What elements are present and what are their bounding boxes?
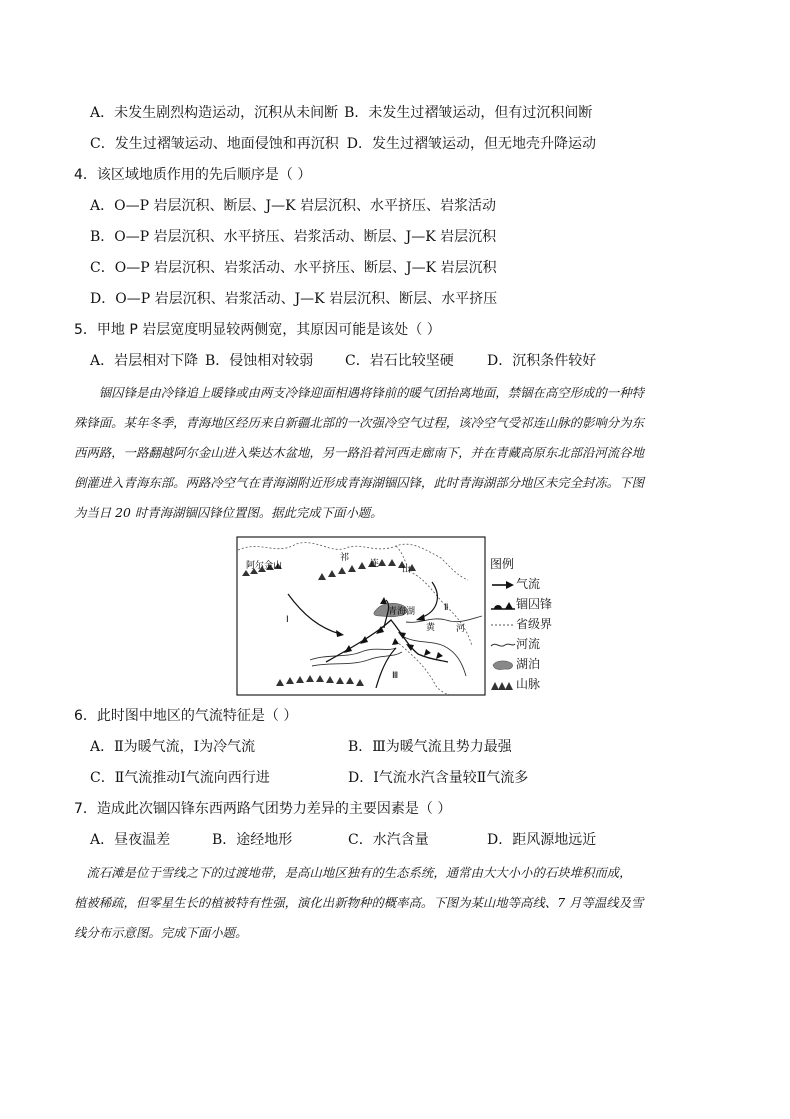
q3-option-c: C．发生过褶皱运动、地面侵蚀和再沉积: [90, 136, 339, 152]
label-he: 河: [456, 624, 466, 634]
label-shan: 山: [402, 565, 412, 575]
legend-airflow: 气流: [490, 576, 516, 592]
passage1-line5: 为当日 20 时青海湖锢囚锋位置图。据此完成下面小题。: [74, 505, 383, 520]
q3-options-row2: [90, 134, 596, 154]
q3-option-b: B．未发生过褶皱运动，但有过沉积间断: [344, 105, 593, 121]
legend-mountain: 山脉: [490, 676, 516, 692]
q7-option-d: D．距风源地远近: [487, 832, 597, 848]
q3-option-a: A．未发生剧烈构造运动，沉积从未间断: [90, 105, 339, 121]
passage2-line3: 线分布示意图。完成下面小题。: [74, 925, 248, 940]
legend-title: 图例: [490, 557, 515, 571]
passage1-line4: 倒灌进入青海东部。两路冷空气在青海湖附近形成青海湖锢囚锋，此时青海湖部分地区未完全封冻。下图: [74, 475, 644, 490]
q6-options-row2: [0, 768, 790, 788]
q4-option-d: D．O—P 岩层沉积、岩浆活动、J—K 岩层沉积、断层、水平挤压: [90, 291, 498, 307]
q6-option-c: C．Ⅱ气流推动Ⅰ气流向西行进: [90, 770, 270, 786]
label-qinghai-lake: 青海湖: [388, 607, 416, 617]
q7-option-a: A．昼夜温差: [90, 832, 171, 848]
passage-scree-slope: [74, 858, 726, 948]
q6-option-d: D．Ⅰ气流水汽含量较Ⅱ气流多: [348, 770, 529, 786]
label-aerjin-mountains: 阿尔金山: [246, 561, 283, 571]
passage2-line2: 植被稀疏，但零星生长的植被特有性强，演化出新物种的概率高。下图为某山地等高线、7 月等温线及雪: [74, 895, 644, 910]
q7-stem: 7．造成此次锢囚锋东西两路气团势力差异的主要因素是（ ）: [74, 801, 452, 817]
q3-option-d: D．发生过褶皱运动，但无地壳升降运动: [346, 136, 596, 152]
q5-option-d: D．沉积条件较好: [487, 353, 597, 369]
label-airflow-II: Ⅱ: [444, 603, 449, 613]
q6-option-a: A．Ⅱ为暖气流，Ⅰ为冷气流: [90, 739, 256, 755]
provincial-boundary-icon: [490, 619, 516, 631]
map-legend: [490, 556, 590, 694]
q4-option-c: C．O—P 岩层沉积、岩浆活动、水平挤压、断层、J—K 岩层沉积: [90, 260, 497, 276]
river-icon: [490, 639, 516, 651]
q4-stem: 4．该区域地质作用的先后顺序是（ ）: [74, 167, 312, 183]
q7-options: [0, 830, 790, 850]
qinghai-lake-occluded-front-map: [236, 536, 486, 696]
legend-occluded-front: 锢囚锋: [490, 596, 516, 612]
q7-option-c: C．水汽含量: [348, 832, 429, 848]
airflow-arrow-icon: [490, 579, 516, 591]
q3-options-row1: [90, 103, 592, 123]
q6-options-row1: [0, 737, 790, 757]
q5-option-c: C．岩石比较坚硬: [345, 353, 454, 369]
legend-lake: 湖泊: [490, 656, 516, 672]
q5-option-a: A．岩层相对下降: [90, 353, 199, 369]
label-airflow-III: Ⅲ: [392, 671, 399, 681]
legend-river: 河流: [490, 636, 516, 652]
q5-options: [0, 351, 790, 371]
legend-provincial-boundary: 省级界: [490, 616, 516, 632]
passage1-line3: 西两路，一路翻越阿尔金山进入柴达木盆地，另一路沿着河西走廊南下，并在青藏高原东北部沿河流谷地: [74, 445, 644, 460]
q4-option-b: B．O—P 岩层沉积、水平挤压、岩浆活动、断层、J—K 岩层沉积: [90, 229, 497, 245]
label-airflow-I: Ⅰ: [286, 615, 289, 625]
label-lian: 连: [370, 559, 380, 569]
passage2-line1: 流石滩是位于雪线之下的过渡地带，是高山地区独有的生态系统，通常由大大小小的石块堆积而成，: [86, 865, 632, 880]
q6-option-b: B．Ⅲ为暖气流且势力最强: [348, 739, 512, 755]
q4-option-a: A．O—P 岩层沉积、断层、J—K 岩层沉积、水平挤压、岩浆活动: [90, 198, 496, 214]
q5-option-b: B．侵蚀相对较弱: [205, 353, 314, 369]
label-qi: 祁: [340, 553, 350, 563]
lake-icon: [490, 659, 516, 671]
passage1-line2: 殊锋面。某年冬季，青海地区经历来自新疆北部的一次强冷空气过程，该冷空气受祁连山脉的影响分为东: [74, 415, 644, 430]
label-huang: 黄: [426, 623, 436, 633]
passage1-line1: 锢囚锋是由冷锋追上暖锋或由两支冷锋迎面相遇将锋前的暖气团抬离地面，禁锢在高空形成的一种特: [98, 385, 644, 400]
mountain-icon: [490, 679, 516, 691]
q7-option-b: B．途经地形: [212, 832, 293, 848]
passage-occluded-front: [74, 378, 726, 528]
occluded-front-icon: [490, 599, 516, 611]
q6-stem: 6．此时图中地区的气流特征是（ ）: [74, 708, 298, 724]
q5-stem: 5．甲地 P 岩层宽度明显较两侧宽，其原因可能是该处（ ）: [74, 322, 441, 338]
